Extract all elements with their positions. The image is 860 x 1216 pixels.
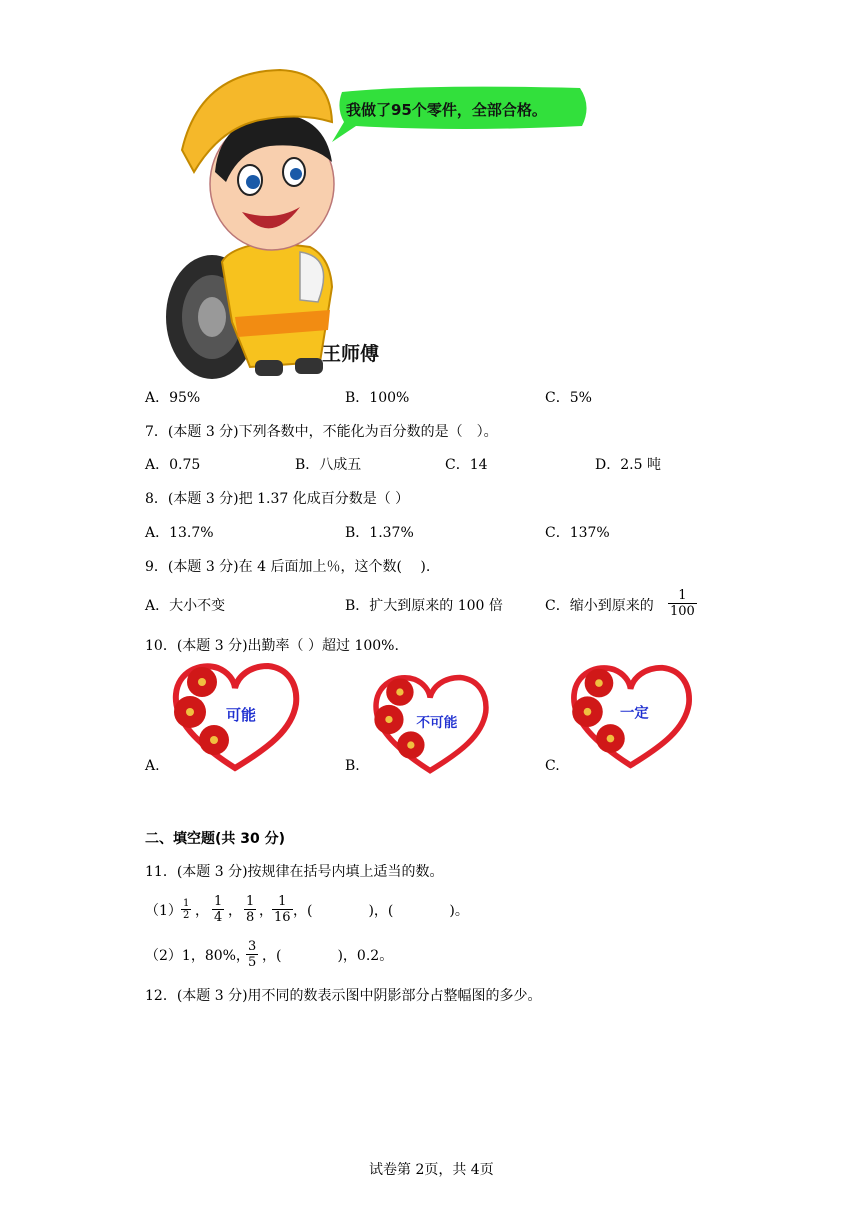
q9-option-a[interactable]: A．大小不变 bbox=[145, 598, 226, 614]
q7-option-a[interactable]: A．0.75 bbox=[145, 457, 201, 473]
q11-part2-tail: ，( )，0.2。 bbox=[262, 948, 394, 964]
q9-fraction bbox=[668, 588, 697, 619]
q11-part2-frac: $\frac{3}{5}$ bbox=[248, 939, 257, 970]
q11-frac-3: $\frac{1}{8}$ bbox=[246, 894, 255, 925]
q8-option-a[interactable]: A．13.7% bbox=[145, 525, 214, 541]
q11-frac-2: $\frac{1}{4}$ bbox=[214, 894, 223, 925]
q10-heart-a-label: 可能 bbox=[226, 706, 257, 724]
q7-option-b[interactable]: B．八成五 bbox=[295, 457, 362, 473]
q9-fraction-den: 100 bbox=[670, 604, 695, 619]
q7-option-c[interactable]: C．14 bbox=[445, 457, 488, 473]
q11-part1-prefix: （1） bbox=[145, 903, 182, 919]
q10-heart-b[interactable] bbox=[368, 672, 493, 777]
q8-question: 8．(本题 3 分)把 1.37 化成百分数是（ ） bbox=[145, 491, 410, 507]
q6-option-a[interactable]: A．95% bbox=[145, 390, 201, 406]
q7-option-d[interactable]: D．2.5 吨 bbox=[595, 457, 661, 473]
q10-heart-a[interactable] bbox=[168, 660, 303, 775]
q10-option-b-letter[interactable]: B. bbox=[345, 758, 360, 774]
speech-bubble-text: 我做了95个零件，全部合格。 bbox=[346, 101, 547, 119]
q6-option-b[interactable]: B．100% bbox=[345, 390, 410, 406]
q11-frac-1: $\frac{1}{2}$ bbox=[183, 898, 190, 921]
q8-option-b[interactable]: B．1.37% bbox=[345, 525, 414, 541]
q11-part2-prefix: （2）1，80%， bbox=[145, 948, 250, 964]
worker-illustration bbox=[160, 62, 600, 382]
q10-heart-c-label: 一定 bbox=[620, 705, 649, 722]
q10-heart-b-label: 不可能 bbox=[416, 714, 458, 731]
q10-question: 10．(本题 3 分)出勤率（ ）超过 100%. bbox=[145, 638, 399, 654]
q11-sep-2: ， bbox=[228, 903, 242, 919]
q8-option-c[interactable]: C．137% bbox=[545, 525, 610, 541]
q10-heart-c[interactable] bbox=[566, 662, 696, 772]
q11-sep-3: ， bbox=[259, 903, 273, 919]
q11-sep-1: ， bbox=[195, 903, 209, 919]
q11-frac-4: $\frac{1}{16}$ bbox=[274, 894, 291, 925]
q11-part1-tail: ，( )，( )。 bbox=[293, 903, 469, 919]
q9-fraction-num: 1 bbox=[678, 588, 687, 603]
page-footer: 试卷第 2页，共 4页 bbox=[369, 1162, 494, 1178]
q10-option-c-letter[interactable]: C. bbox=[545, 758, 560, 774]
q11-question: 11．(本题 3 分)按规律在括号内填上适当的数。 bbox=[145, 864, 444, 880]
q9-question: 9．(本题 3 分)在 4 后面加上％，这个数( ). bbox=[145, 559, 431, 575]
q6-option-c[interactable]: C．5% bbox=[545, 390, 592, 406]
q9-option-b[interactable]: B．扩大到原来的 100 倍 bbox=[345, 598, 503, 614]
section-2-title: 二、填空题(共 30 分) bbox=[145, 831, 286, 847]
q9-option-c[interactable]: C．缩小到原来的 bbox=[545, 598, 654, 614]
character-name: 王师傅 bbox=[322, 343, 380, 365]
q10-option-a-letter[interactable]: A. bbox=[145, 758, 160, 774]
q7-question: 7．(本题 3 分)下列各数中，不能化为百分数的是（ ）。 bbox=[145, 424, 498, 440]
q12-question: 12．(本题 3 分)用不同的数表示图中阴影部分占整幅图的多少。 bbox=[145, 988, 542, 1004]
